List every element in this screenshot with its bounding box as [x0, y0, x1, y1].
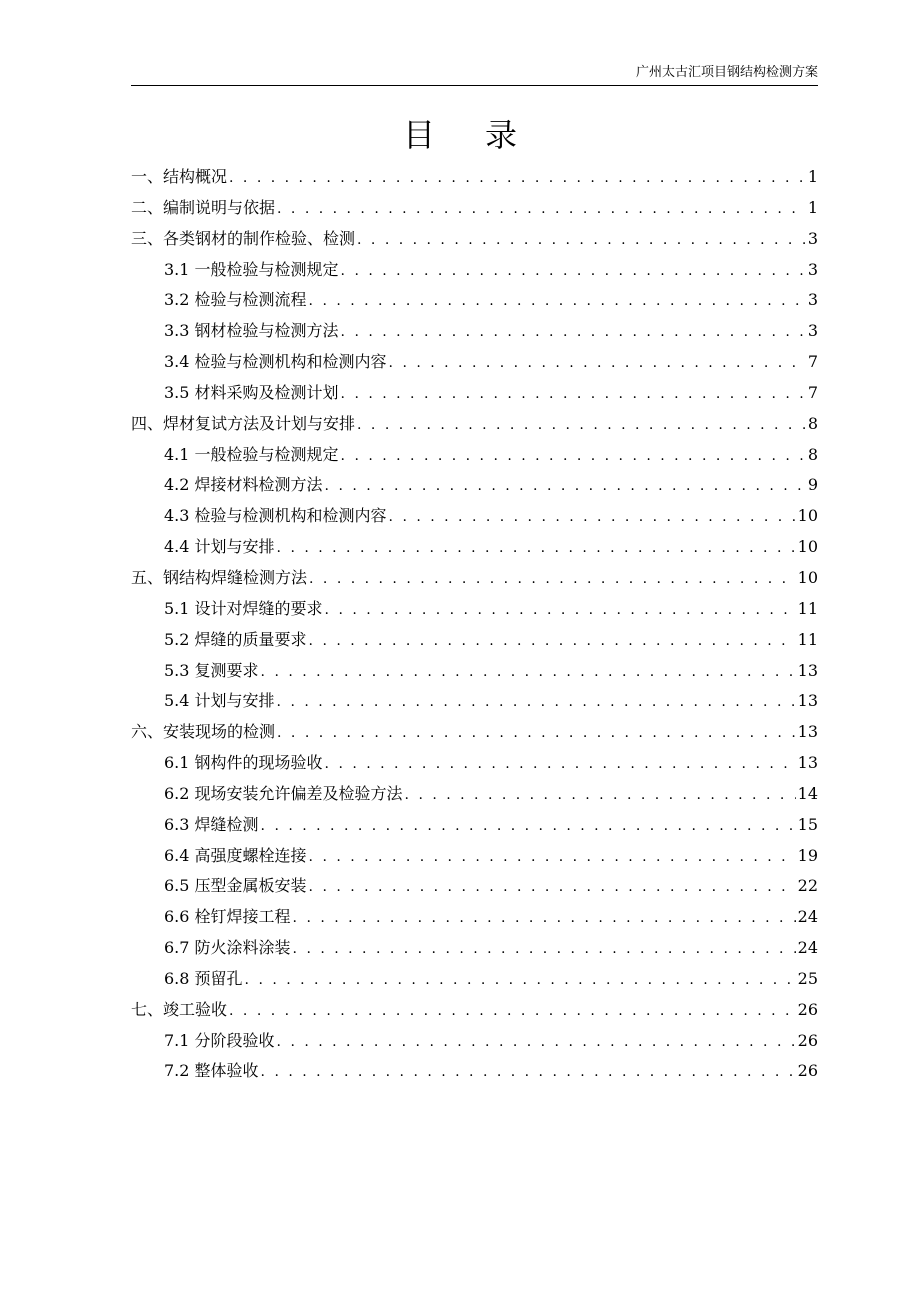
- toc-title-char-2: 录: [485, 116, 518, 154]
- toc-entry-page-number: 1: [807, 167, 818, 186]
- toc-entry-page-number: 3: [807, 259, 818, 279]
- toc-entry-label: 6.4 高强度螺栓连接: [164, 845, 307, 865]
- toc-leader-dots: [277, 194, 806, 225]
- toc-entry-page-number: 13: [797, 691, 818, 711]
- toc-entry-page-number: 10: [797, 537, 818, 557]
- toc-entry-page-number: 3: [807, 228, 818, 248]
- toc-entry[interactable]: [131, 347, 818, 378]
- toc-entry[interactable]: [131, 995, 818, 1026]
- toc-leader-dots: [309, 286, 806, 317]
- toc-entry-page-number: 8: [807, 444, 818, 464]
- toc-entry-label: 七、竣工验收: [131, 999, 228, 1019]
- toc-leader-dots: [277, 533, 796, 564]
- toc-entry-label: 7.2 整体验收: [164, 1061, 259, 1081]
- toc-entry-label: 3.4 检验与检测机构和检测内容: [164, 352, 387, 372]
- toc-entry[interactable]: [131, 902, 818, 933]
- toc-entry[interactable]: [131, 501, 818, 532]
- toc-entry-label: 二、编制说明与依据: [131, 197, 276, 217]
- toc-entry-label: 4.4 计划与安排: [164, 537, 275, 557]
- toc-entry-page-number: 14: [797, 783, 818, 803]
- toc-entry-page-number: 15: [797, 814, 818, 834]
- toc-entry-label: 3.5 材料采购及检测计划: [164, 382, 339, 402]
- toc-entry-page-number: 9: [807, 475, 818, 495]
- toc-list: [131, 162, 818, 1087]
- toc-entry[interactable]: [131, 162, 818, 193]
- toc-entry-page-number: 7: [807, 352, 818, 372]
- toc-title-char-1: 目: [402, 116, 435, 154]
- toc-entry-label: 6.7 防火涂料涂装: [164, 938, 291, 958]
- toc-entry[interactable]: [131, 964, 818, 995]
- toc-entry-label: 6.8 预留孔: [164, 968, 243, 988]
- toc-entry[interactable]: [131, 440, 818, 471]
- toc-entry[interactable]: [131, 532, 818, 563]
- toc-leader-dots: [245, 965, 796, 996]
- toc-entry[interactable]: [131, 255, 818, 286]
- toc-entry-page-number: 7: [807, 382, 818, 402]
- toc-entry[interactable]: [131, 810, 818, 841]
- toc-entry[interactable]: [131, 563, 818, 594]
- toc-entry-label: 3.3 钢材检验与检测方法: [164, 321, 339, 341]
- toc-entry[interactable]: [131, 1026, 818, 1057]
- toc-entry-label: 4.3 检验与检测机构和检测内容: [164, 506, 387, 526]
- toc-entry-label: 6.3 焊缝检测: [164, 814, 259, 834]
- toc-entry-page-number: 26: [797, 999, 818, 1019]
- toc-entry-label: 6.1 钢构件的现场验收: [164, 753, 323, 773]
- toc-leader-dots: [325, 749, 796, 780]
- toc-leader-dots: [325, 595, 796, 626]
- toc-entry-page-number: 13: [797, 722, 818, 742]
- toc-entry-label: 一、结构概况: [131, 167, 228, 186]
- toc-leader-dots: [293, 903, 796, 934]
- toc-entry-page-number: 25: [797, 968, 818, 988]
- toc-leader-dots: [229, 996, 796, 1027]
- toc-entry[interactable]: [131, 871, 818, 902]
- toc-entry-label: 6.5 压型金属板安装: [164, 876, 307, 896]
- toc-entry[interactable]: [131, 748, 818, 779]
- header-rule: [131, 85, 818, 86]
- toc-entry-page-number: 11: [797, 629, 818, 649]
- toc-entry[interactable]: [131, 933, 818, 964]
- toc-leader-dots: [341, 317, 806, 348]
- toc-entry-label: 5.1 设计对焊缝的要求: [164, 598, 323, 618]
- toc-leader-dots: [229, 163, 806, 194]
- toc-leader-dots: [325, 471, 806, 502]
- toc-leader-dots: [309, 842, 796, 873]
- toc-leader-dots: [341, 441, 806, 472]
- toc-leader-dots: [389, 348, 806, 379]
- toc-entry[interactable]: [131, 686, 818, 717]
- toc-entry-label: 4.1 一般检验与检测规定: [164, 444, 339, 464]
- toc-entry[interactable]: [131, 594, 818, 625]
- running-header: 广州太古汇项目钢结构检测方案: [635, 65, 818, 80]
- toc-entry-label: 三、各类钢材的制作检验、检测: [131, 228, 356, 248]
- toc-entry-page-number: 13: [797, 660, 818, 680]
- toc-entry-label: 3.1 一般检验与检测规定: [164, 259, 339, 279]
- toc-entry-page-number: 26: [797, 1030, 818, 1050]
- toc-entry-label: 6.6 栓钉焊接工程: [164, 907, 291, 927]
- toc-entry-page-number: 3: [807, 321, 818, 341]
- toc-entry[interactable]: [131, 841, 818, 872]
- toc-leader-dots: [277, 718, 796, 749]
- toc-entry-page-number: 24: [797, 907, 818, 927]
- toc-entry[interactable]: [131, 656, 818, 687]
- toc-entry-label: 7.1 分阶段验收: [164, 1030, 275, 1050]
- toc-entry-label: 6.2 现场安装允许偏差及检验方法: [164, 783, 403, 803]
- toc-entry[interactable]: [131, 470, 818, 501]
- toc-entry-page-number: 26: [797, 1061, 818, 1081]
- toc-entry[interactable]: [131, 316, 818, 347]
- toc-entry-label: 5.4 计划与安排: [164, 691, 275, 711]
- toc-leader-dots: [277, 687, 796, 718]
- toc-leader-dots: [293, 934, 796, 965]
- toc-entry-label: 六、安装现场的检测: [131, 722, 276, 742]
- toc-entry[interactable]: [131, 285, 818, 316]
- toc-entry-page-number: 1: [807, 197, 818, 217]
- toc-entry-page-number: 19: [797, 845, 818, 865]
- toc-entry-page-number: 8: [807, 413, 818, 433]
- toc-entry-page-number: 24: [797, 938, 818, 958]
- toc-entry[interactable]: [131, 625, 818, 656]
- toc-entry-label: 四、焊材复试方法及计划与安排: [131, 413, 356, 433]
- toc-entry-page-number: 10: [797, 506, 818, 526]
- toc-leader-dots: [261, 1057, 796, 1088]
- toc-leader-dots: [405, 780, 796, 811]
- toc-entry-label: 3.2 检验与检测流程: [164, 290, 307, 310]
- toc-entry-label: 5.3 复测要求: [164, 660, 259, 680]
- toc-leader-dots: [309, 872, 796, 903]
- toc-entry[interactable]: [131, 1056, 818, 1087]
- toc-entry[interactable]: [131, 224, 818, 255]
- toc-entry-label: 五、钢结构焊缝检测方法: [131, 567, 308, 587]
- toc-entry-label: 4.2 焊接材料检测方法: [164, 475, 323, 495]
- toc-leader-dots: [389, 502, 796, 533]
- toc-entry[interactable]: [131, 378, 818, 409]
- toc-leader-dots: [341, 256, 806, 287]
- toc-entry[interactable]: [131, 717, 818, 748]
- toc-title: [0, 110, 920, 160]
- toc-leader-dots: [309, 626, 796, 657]
- toc-leader-dots: [261, 811, 796, 842]
- toc-entry-page-number: 11: [797, 598, 818, 618]
- toc-entry-label: 5.2 焊缝的质量要求: [164, 629, 307, 649]
- toc-leader-dots: [261, 657, 796, 688]
- toc-leader-dots: [357, 225, 806, 256]
- toc-entry[interactable]: [131, 409, 818, 440]
- toc-entry[interactable]: [131, 779, 818, 810]
- toc-entry[interactable]: [131, 193, 818, 224]
- toc-leader-dots: [357, 410, 806, 441]
- toc-entry-page-number: 10: [797, 567, 818, 587]
- toc-entry-page-number: 3: [807, 290, 818, 310]
- toc-leader-dots: [341, 379, 806, 410]
- toc-entry-page-number: 13: [797, 753, 818, 773]
- toc-leader-dots: [277, 1027, 796, 1058]
- toc-entry-page-number: 22: [797, 876, 818, 896]
- toc-leader-dots: [309, 564, 796, 595]
